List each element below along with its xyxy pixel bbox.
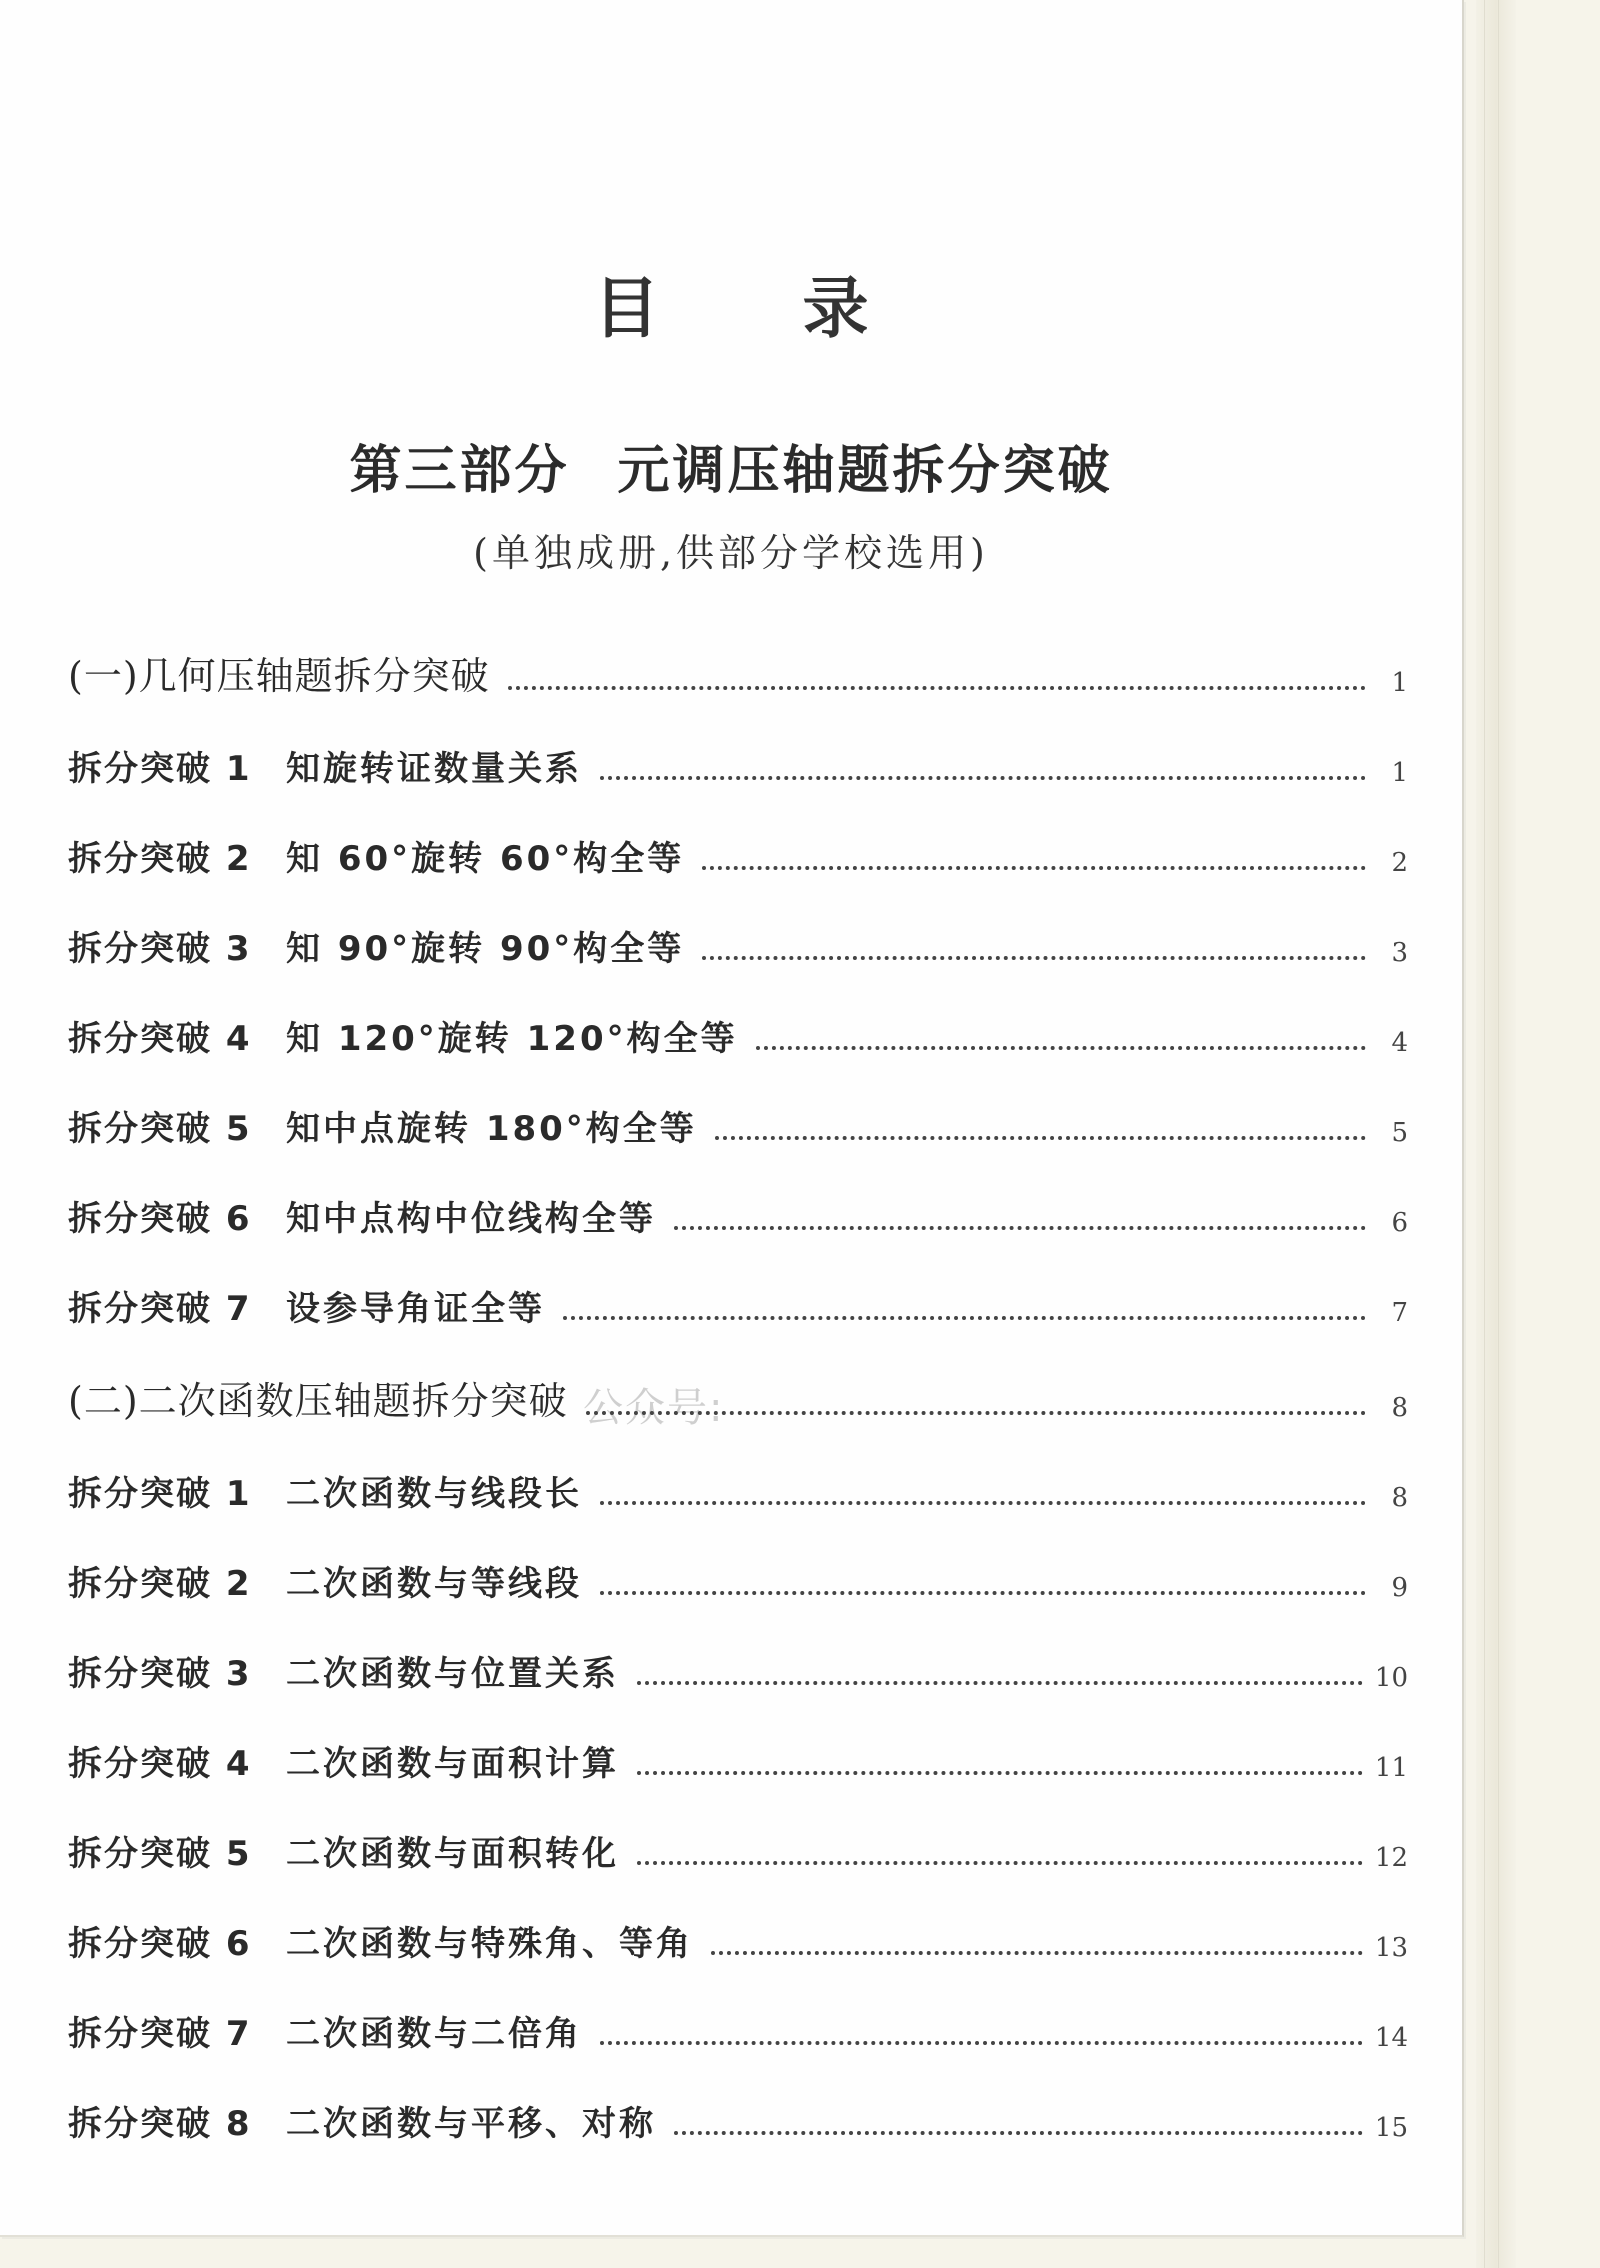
- part-name: 元调压轴题拆分突破: [617, 441, 1113, 501]
- dot-leader: [563, 1316, 1366, 1320]
- toc-entry-number: 拆分突破 7: [68, 2014, 252, 2054]
- scan-line: [1498, 0, 1499, 2268]
- dot-leader: [637, 1681, 1363, 1685]
- watermark: 公众号:: [583, 1385, 725, 1431]
- toc-page-number: 8: [1391, 1393, 1408, 1423]
- toc-entry-row[interactable]: [68, 820, 1408, 880]
- toc-entry-row[interactable]: [68, 1725, 1408, 1785]
- toc-entry-row[interactable]: [68, 1545, 1408, 1605]
- dot-leader: [711, 1951, 1363, 1955]
- toc-section-row[interactable]: [68, 640, 1408, 700]
- dot-leader: [715, 1136, 1366, 1140]
- toc-entry-row[interactable]: [68, 910, 1408, 970]
- toc-entry-row[interactable]: [68, 1635, 1408, 1695]
- toc-page-number: 14: [1374, 2023, 1408, 2053]
- dot-leader: [674, 1226, 1366, 1230]
- toc-entry-label: 二次函数与等线段: [286, 1564, 582, 1604]
- dot-leader: [586, 1411, 1366, 1415]
- toc-page-number: 10: [1374, 1663, 1408, 1693]
- toc-entry-label: 设参导角证全等: [286, 1289, 545, 1329]
- toc-entry-label: 知 120°旋转 120°构全等: [286, 1019, 738, 1059]
- part-number: 第三部分: [349, 441, 570, 501]
- dot-leader: [600, 1501, 1366, 1505]
- toc-entry-label: 二次函数与平移、对称: [286, 2104, 656, 2144]
- toc-page-number: 8: [1391, 1483, 1408, 1513]
- dot-leader: [600, 776, 1366, 780]
- toc-entry-row[interactable]: [68, 1815, 1408, 1875]
- toc-entry-row[interactable]: [68, 730, 1408, 790]
- dot-leader: [637, 1771, 1363, 1775]
- dot-leader: [508, 686, 1366, 690]
- toc-entry-number: 拆分突破 8: [68, 2104, 252, 2144]
- toc-entry-row[interactable]: [68, 1905, 1408, 1965]
- toc-page-number: 5: [1391, 1118, 1408, 1148]
- toc-entry-label: 知旋转证数量关系: [286, 749, 582, 789]
- toc-page-number: 1: [1391, 758, 1408, 788]
- toc-entry-number: 拆分突破 5: [68, 1109, 252, 1149]
- toc-entry-number: 拆分突破 1: [68, 1474, 252, 1514]
- toc-entry-row[interactable]: [68, 1090, 1408, 1150]
- toc-entry-number: 拆分突破 6: [68, 1924, 252, 1964]
- toc-entry-row[interactable]: [68, 1000, 1408, 1060]
- toc-section-row[interactable]: [68, 1365, 1408, 1425]
- toc-section-label: (一)几何压轴题拆分突破: [68, 654, 490, 698]
- toc-page-number: 2: [1391, 848, 1408, 878]
- page-edge: [1476, 0, 1516, 2268]
- toc-entry-number: 拆分突破 7: [68, 1289, 252, 1329]
- toc-page-number: 13: [1374, 1933, 1408, 1963]
- toc-entry-number: 拆分突破 1: [68, 749, 252, 789]
- dot-leader: [600, 1591, 1366, 1595]
- toc-page-number: 11: [1374, 1753, 1408, 1783]
- toc-entry-label: 知 90°旋转 90°构全等: [286, 929, 685, 969]
- dot-leader: [702, 866, 1366, 870]
- dot-leader: [637, 1861, 1363, 1865]
- toc-page-number: 7: [1391, 1298, 1408, 1328]
- toc-entry-number: 拆分突破 2: [68, 1564, 252, 1604]
- toc-entry-label: 二次函数与面积计算: [286, 1744, 619, 1784]
- page-title: 目 录: [593, 270, 929, 347]
- toc-entry-label: 知 60°旋转 60°构全等: [286, 839, 685, 879]
- toc-page-number: 6: [1391, 1208, 1408, 1238]
- toc-entry-number: 拆分突破 2: [68, 839, 252, 879]
- toc-page-number: 3: [1391, 938, 1408, 968]
- toc-page-number: 9: [1391, 1573, 1408, 1603]
- part-subtitle: (单独成册,供部分学校选用): [473, 531, 989, 575]
- scan-line: [1484, 0, 1485, 2268]
- toc-entry-row[interactable]: [68, 1995, 1408, 2055]
- toc-entry-label: 二次函数与二倍角: [286, 2014, 582, 2054]
- toc-entry-row[interactable]: [68, 1270, 1408, 1330]
- toc-page-number: 12: [1374, 1843, 1408, 1873]
- toc-entry-label: 知中点旋转 180°构全等: [286, 1109, 697, 1149]
- toc-entry-number: 拆分突破 6: [68, 1199, 252, 1239]
- dot-leader: [702, 956, 1366, 960]
- toc-entry-number: 拆分突破 3: [68, 929, 252, 969]
- toc-page-number: 1: [1391, 668, 1408, 698]
- toc-page-number: 4: [1391, 1028, 1408, 1058]
- toc-entry-label: 二次函数与线段长: [286, 1474, 582, 1514]
- toc-entry-number: 拆分突破 3: [68, 1654, 252, 1694]
- dot-leader: [674, 2131, 1363, 2135]
- toc-page-number: 15: [1374, 2113, 1408, 2143]
- toc-entry-number: 拆分突破 5: [68, 1834, 252, 1874]
- toc-entry-row[interactable]: [68, 2085, 1408, 2145]
- dot-leader: [756, 1046, 1366, 1050]
- toc-entry-label: 二次函数与位置关系: [286, 1654, 619, 1694]
- toc-entry-number: 拆分突破 4: [68, 1744, 252, 1784]
- toc-entry-row[interactable]: [68, 1180, 1408, 1240]
- toc-entry-label: 二次函数与面积转化: [286, 1834, 619, 1874]
- toc-entry-label: 二次函数与特殊角、等角: [286, 1924, 693, 1964]
- toc-entry-label: 知中点构中位线构全等: [286, 1199, 656, 1239]
- toc-entry-row[interactable]: [68, 1455, 1408, 1515]
- toc-section-label: (二)二次函数压轴题拆分突破: [68, 1379, 568, 1423]
- dot-leader: [600, 2041, 1363, 2045]
- toc-entry-number: 拆分突破 4: [68, 1019, 252, 1059]
